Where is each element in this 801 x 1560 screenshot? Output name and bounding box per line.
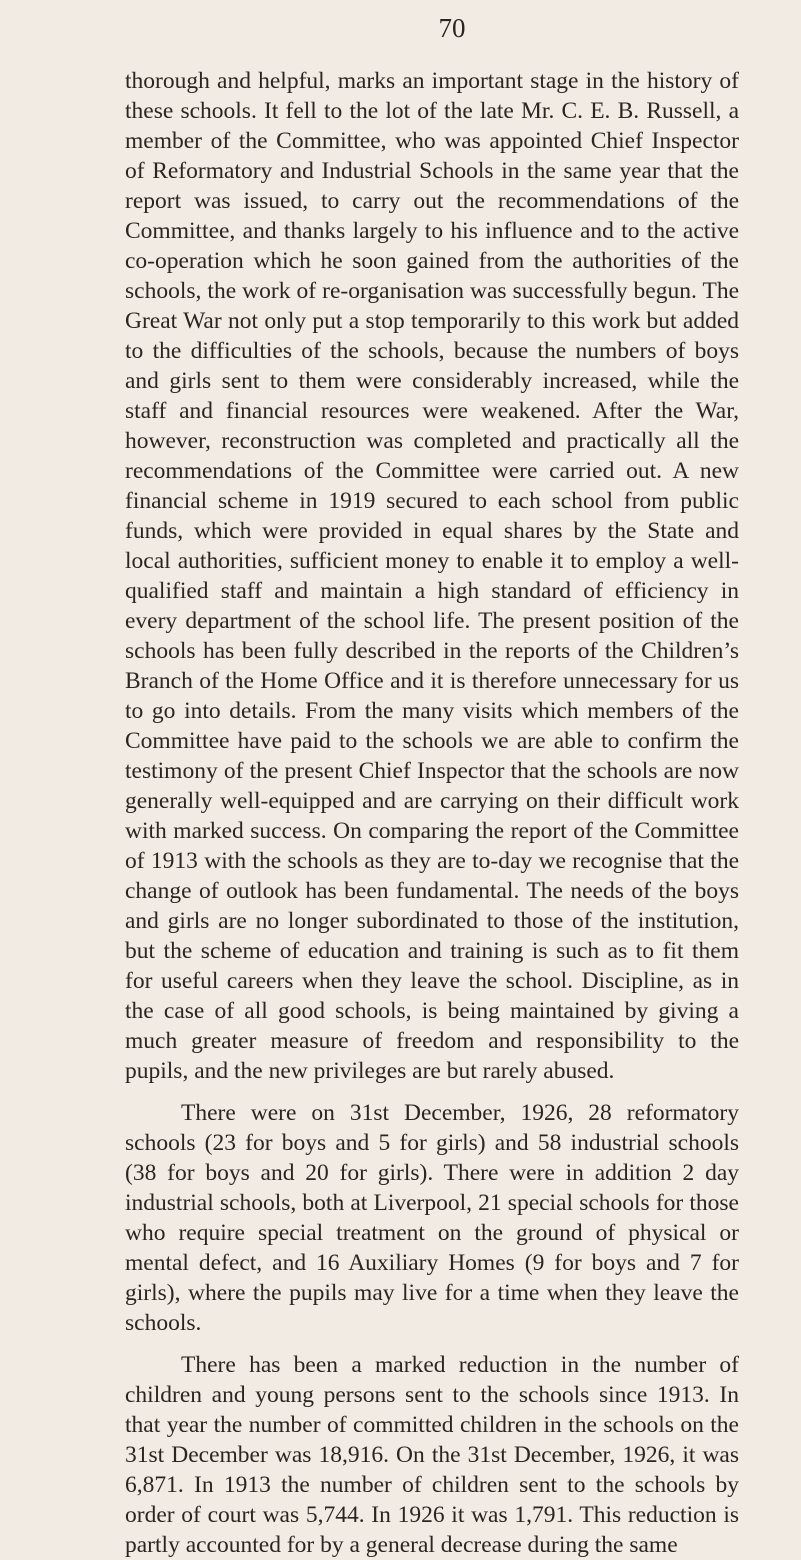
paragraph-history-of-schools: thorough and helpful, marks an important stage in the history of these schools. It fell to the lot of the late Mr. C. E. B. Russell, a member of the Committee, who was appointed Chief Inspector of Reformatory and Industrial Schools in the same year that the report was issued, to carry out the recommendations of the Committee, and thanks largely to his influence and to the active co-operation which he soon gained from the authorities of the schools, the work of re-organisation was successfully begun. The Great War not only put a stop temporarily to this work but added to the difficulties of the schools, because the numbers of boys and girls sent to them were considerably increased, while the staff and financial resources were weakened. After the War, however, reconstruction was completed and practically all the recommendations of the Committee were carried out. A new financial scheme in 1919 secured to each school from public funds, which were provided in equal shares by the State and local authorities, sufficient money to enable it to employ a well-qualified staff and maintain a high standard of efficiency in every department of the school life. The present position of the schools has been fully described in the reports of the Children’s Branch of the Home Office and it is therefore unnecessary for us to go into details. From the many visits which members of the Committee have paid to the schools we are able to confirm the testimony of the present Chief Inspector that the schools are now generally well-equipped and are carrying on their difficult work with marked success. On comparing the report of the Committee of 1913 with the schools as they are to-day we recognise that the change of outlook has been fundamental. The needs of the boys and girls are no longer subordinated to those of the institution, but the scheme of education and training is such as to fit them for useful careers when they leave the school. Discipline, as in the case of all good schools, is being maintained by giving a much greater measure of freedom and responsibility to the pupils, and the new privileges are but rarely abused. xyxy=(125,68,739,1084)
paragraph-school-counts: There were on 31st December, 1926, 28 reformatory schools (23 for boys and 5 for girls) and 58 industrial schools (38 for boys and 20 for girls). There were in addition 2 day industrial schools, both at Liverpool, 21 special schools for those who require special treatment on the ground of physical or mental defect, and 16 Auxiliary Homes (9 for boys and 7 for girls), where the pupils may live for a time when they leave the schools. xyxy=(125,1100,739,1336)
page-number: 70 xyxy=(438,13,466,43)
paragraph-reduction-in-numbers: There has been a marked reduction in the number of children and young persons sent to the schools since 1913. In that year the number of committed children in the schools on the 31st December was 18,916. On the 31st December, 1926, it was 6,871. In 1913 the number of children sent to the schools by order of court was 5,744. In 1926 it was 1,791. This reduction is partly accounted for by a general decrease during the same xyxy=(125,1352,739,1558)
